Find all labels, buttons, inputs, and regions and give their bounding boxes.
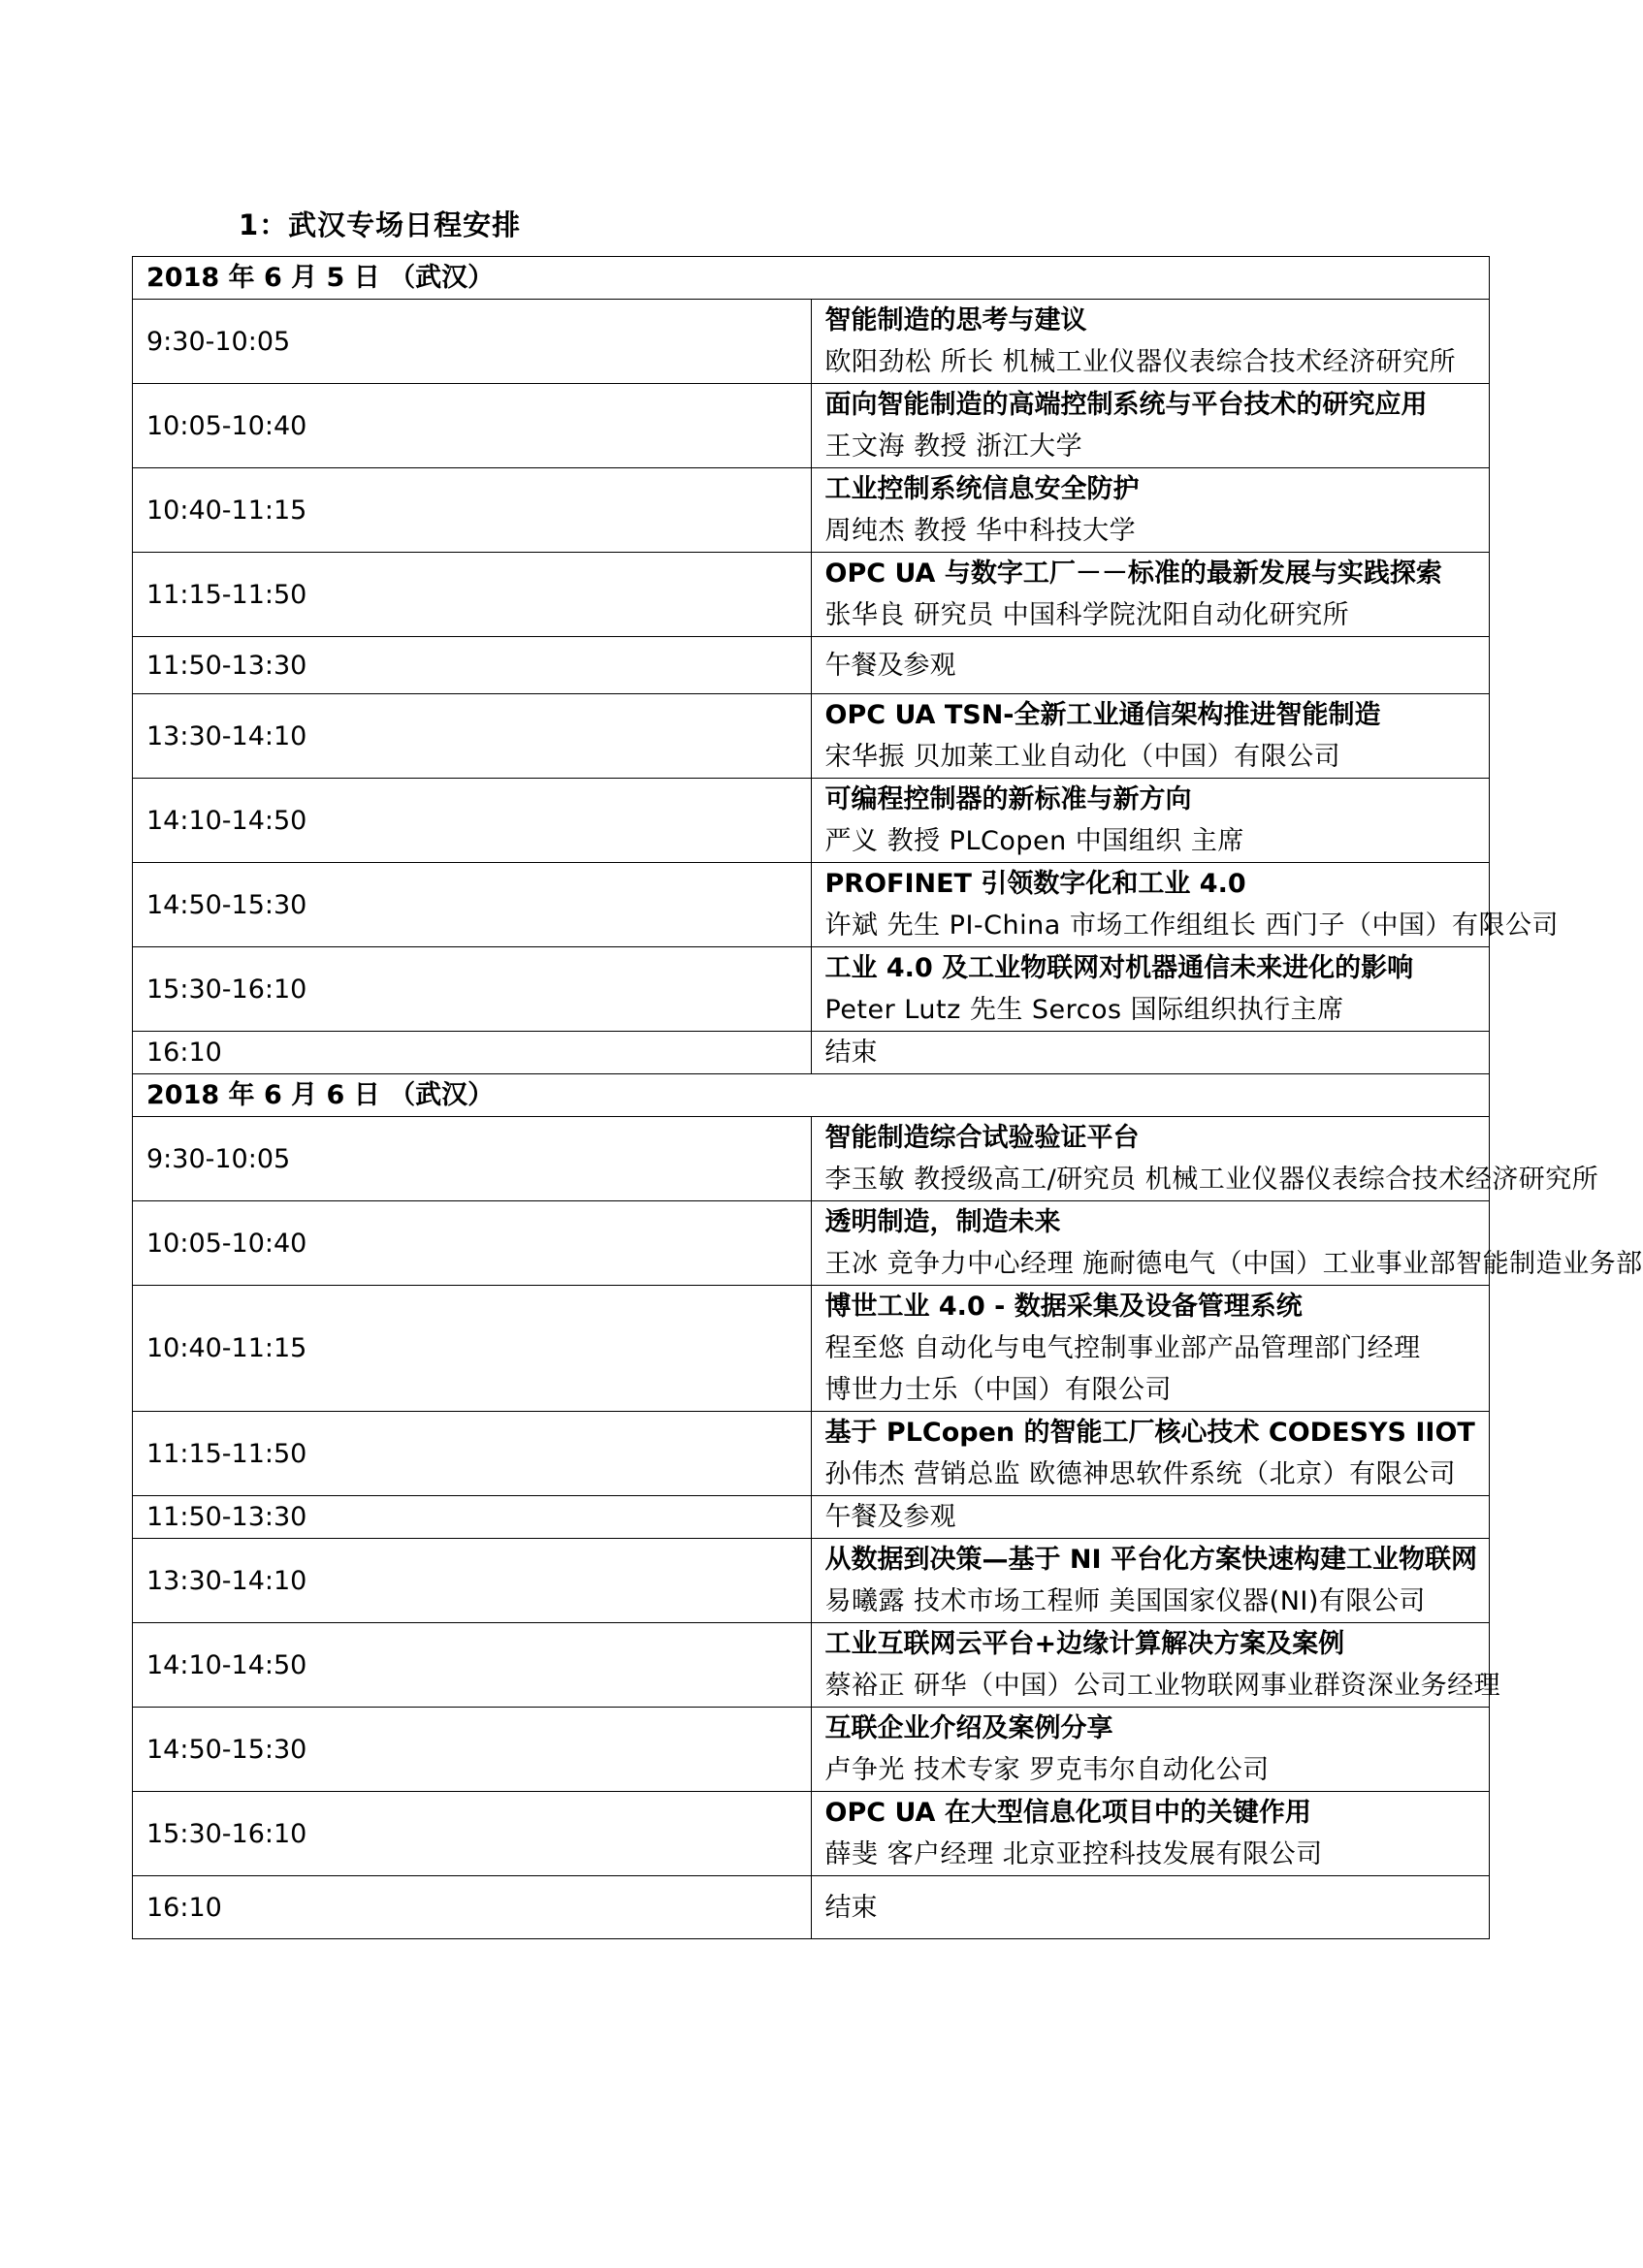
table-row: [133, 1032, 1490, 1074]
session-note: 结束: [811, 1032, 1490, 1074]
table-row: [133, 1623, 1490, 1708]
session-detail: [811, 779, 1490, 863]
session-time: 11:50-13:30: [133, 1496, 812, 1539]
session-speaker: 孙伟杰 营销总监 欧德神思软件系统（北京）有限公司: [824, 1459, 1457, 1489]
session-speaker: 薛斐 客户经理 北京亚控科技发展有限公司: [824, 1839, 1323, 1869]
session-speaker: 蔡裕正 研华（中国）公司工业物联网事业群资深业务经理: [824, 1671, 1501, 1701]
table-row: [133, 1708, 1490, 1792]
session-detail: [811, 694, 1490, 779]
day-header-row: [133, 1074, 1490, 1117]
session-speaker: 周纯杰 教授 华中科技大学: [824, 516, 1137, 546]
session-time: 16:10: [133, 1876, 812, 1939]
day-header: 2018 年 6 月 5 日 （武汉）: [133, 257, 1490, 300]
day-header-row: [133, 257, 1490, 300]
session-title: 工业 4.0 及工业物联网对机器通信未来进化的影响: [824, 953, 1414, 983]
session-time: 9:30-10:05: [133, 1117, 812, 1201]
table-row: [133, 779, 1490, 863]
session-title: 透明制造，制造未来: [824, 1207, 1061, 1237]
session-title: 可编程控制器的新标准与新方向: [824, 784, 1192, 815]
session-speaker: 卢争光 技术专家 罗克韦尔自动化公司: [824, 1755, 1270, 1785]
table-row: [133, 1286, 1490, 1412]
session-detail: [811, 384, 1490, 468]
table-row: [133, 300, 1490, 384]
session-time: 14:10-14:50: [133, 1623, 812, 1708]
session-speaker: 欧阳劲松 所长 机械工业仪器仪表综合技术经济研究所: [824, 347, 1457, 377]
session-speaker: 宋华振 贝加莱工业自动化（中国）有限公司: [824, 742, 1341, 772]
session-detail: [811, 1201, 1643, 1286]
session-time: 14:50-15:30: [133, 863, 812, 947]
table-row: [133, 863, 1490, 947]
table-row: [133, 1496, 1490, 1539]
session-title: 面向智能制造的高端控制系统与平台技术的研究应用: [824, 390, 1428, 420]
table-row: [133, 1201, 1490, 1286]
session-title: 工业互联网云平台+边缘计算解决方案及案例: [824, 1629, 1345, 1659]
session-detail: [811, 1117, 1599, 1201]
session-title: 博世工业 4.0 - 数据采集及设备管理系统: [824, 1292, 1303, 1322]
session-speaker: 严义 教授 PLCopen 中国组织 主席: [824, 826, 1244, 856]
session-speaker: 许斌 先生 PI-China 市场工作组组长 西门子（中国）有限公司: [824, 910, 1559, 941]
session-time: 14:10-14:50: [133, 779, 812, 863]
session-time: 10:05-10:40: [133, 384, 812, 468]
table-row: [133, 1792, 1490, 1876]
session-time: 11:15-11:50: [133, 553, 812, 637]
schedule-table: [132, 256, 1643, 1939]
session-title: OPC UA 与数字工厂－－标准的最新发展与实践探索: [824, 559, 1442, 589]
table-row: [133, 1539, 1490, 1623]
session-title: 工业控制系统信息安全防护: [824, 474, 1140, 504]
session-title: 互联企业介绍及案例分享: [824, 1713, 1113, 1743]
session-detail: [811, 1539, 1490, 1623]
session-time: 11:50-13:30: [133, 637, 812, 694]
session-speaker: Peter Lutz 先生 Sercos 国际组织执行主席: [824, 995, 1344, 1025]
session-detail: [811, 553, 1490, 637]
table-row: [133, 1412, 1490, 1496]
table-row: [133, 637, 1490, 694]
session-title: OPC UA TSN-全新工业通信架构推进智能制造: [824, 700, 1381, 730]
session-title: 基于 PLCopen 的智能工厂核心技术 CODESYS IIOT: [824, 1418, 1475, 1448]
session-detail: [811, 947, 1490, 1032]
session-time: 9:30-10:05: [133, 300, 812, 384]
session-title: 从数据到决策—基于 NI 平台化方案快速构建工业物联网: [824, 1545, 1477, 1575]
session-time: 10:40-11:15: [133, 468, 812, 553]
session-detail: [811, 1412, 1490, 1496]
session-title: PROFINET 引领数字化和工业 4.0: [824, 869, 1246, 899]
session-speaker: 李玉敏 教授级高工/研究员 机械工业仪器仪表综合技术经济研究所: [824, 1165, 1599, 1195]
session-detail: [811, 1623, 1501, 1708]
table-row: [133, 468, 1490, 553]
session-title: 智能制造综合试验验证平台: [824, 1123, 1140, 1153]
session-speaker: 易曦露 技术市场工程师 美国国家仪器(NI)有限公司: [824, 1586, 1426, 1616]
session-detail: [811, 468, 1490, 553]
table-row: [133, 1876, 1490, 1939]
session-speaker: 王冰 竞争力中心经理 施耐德电气（中国）工业事业部智能制造业务部: [824, 1249, 1643, 1279]
session-time: 13:30-14:10: [133, 694, 812, 779]
session-speaker-company: 博世力士乐（中国）有限公司: [824, 1375, 1172, 1405]
session-note: 午餐及参观: [811, 1496, 1490, 1539]
session-time: 11:15-11:50: [133, 1412, 812, 1496]
session-detail: [811, 1792, 1490, 1876]
session-time: 15:30-16:10: [133, 1792, 812, 1876]
session-detail: [811, 1286, 1490, 1412]
session-time: 14:50-15:30: [133, 1708, 812, 1792]
session-time: 10:05-10:40: [133, 1201, 812, 1286]
session-time: 15:30-16:10: [133, 947, 812, 1032]
session-detail: [811, 1708, 1490, 1792]
session-time: 10:40-11:15: [133, 1286, 812, 1412]
table-row: [133, 947, 1490, 1032]
session-detail: [811, 863, 1559, 947]
table-row: [133, 1117, 1490, 1201]
session-speaker: 程至悠 自动化与电气控制事业部产品管理部门经理: [824, 1333, 1421, 1363]
session-title: 智能制造的思考与建议: [824, 305, 1087, 335]
session-detail: [811, 300, 1490, 384]
table-row: [133, 384, 1490, 468]
session-speaker: 王文海 教授 浙江大学: [824, 431, 1083, 462]
session-title: OPC UA 在大型信息化项目中的关键作用: [824, 1798, 1311, 1828]
table-row: [133, 694, 1490, 779]
session-note: 午餐及参观: [811, 637, 1490, 694]
day-header: 2018 年 6 月 6 日 （武汉）: [133, 1074, 1490, 1117]
table-row: [133, 553, 1490, 637]
session-note: 结束: [811, 1876, 1490, 1939]
session-time: 16:10: [133, 1032, 812, 1074]
session-speaker: 张华良 研究员 中国科学院沈阳自动化研究所: [824, 600, 1350, 630]
session-time: 13:30-14:10: [133, 1539, 812, 1623]
page-title: 1：武汉专场日程安排: [239, 208, 522, 241]
